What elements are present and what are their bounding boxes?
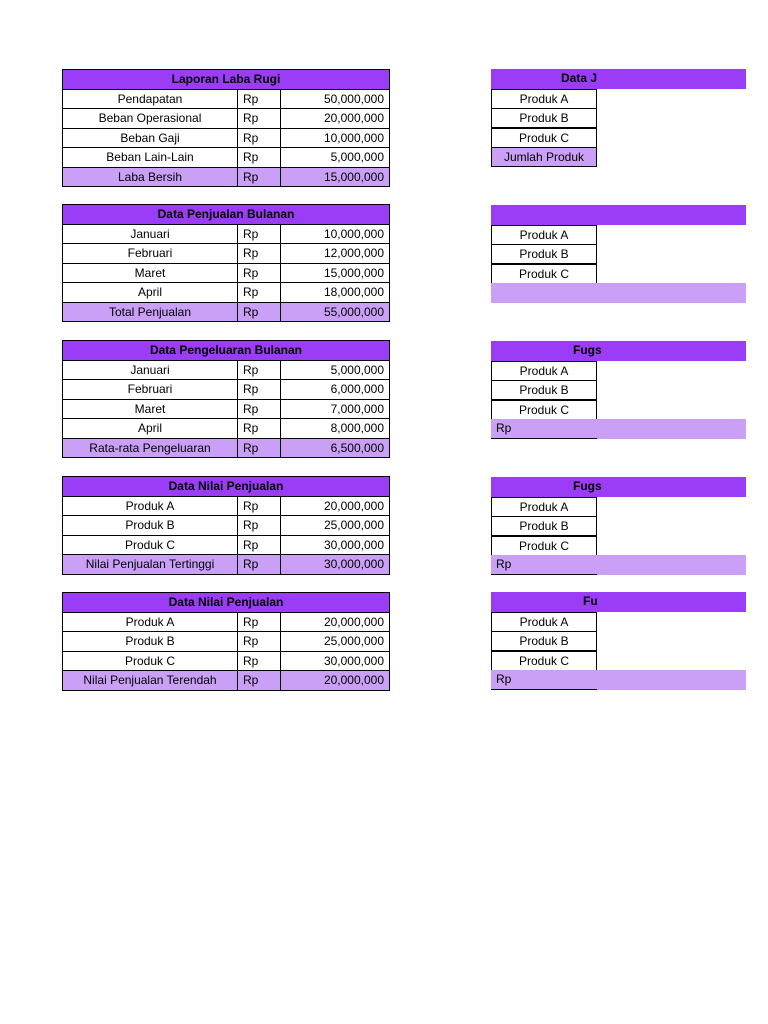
- table-row: [491, 264, 746, 284]
- row-label: Februari: [63, 380, 238, 400]
- row-value: 20,000,000: [281, 109, 390, 129]
- row-label: Beban Gaji: [63, 128, 238, 148]
- table-row: [491, 89, 746, 109]
- table-row: [491, 244, 746, 264]
- row-value: 7,000,000: [281, 399, 390, 419]
- right-table-data-jumlah: [491, 69, 746, 167]
- table-title: Fugs: [573, 343, 602, 357]
- table-footer-row: [491, 419, 746, 439]
- row-currency: Rp: [238, 496, 281, 516]
- row-currency: Rp: [238, 419, 281, 439]
- footer-label: Nilai Penjualan Terendah: [63, 671, 238, 691]
- row-currency: Rp: [238, 244, 281, 264]
- row-label: Produk C: [491, 651, 597, 671]
- table-footer-row: [491, 283, 746, 303]
- footer-value: 20,000,000: [281, 671, 390, 691]
- row-currency: Rp: [238, 128, 281, 148]
- row-label: Produk B: [491, 380, 597, 400]
- row-value: 25,000,000: [281, 632, 390, 652]
- row-label: Beban Operasional: [63, 109, 238, 129]
- right-table-4: [491, 477, 746, 575]
- row-value: 20,000,000: [281, 612, 390, 632]
- table-row: [63, 283, 390, 303]
- row-value: 10,000,000: [281, 224, 390, 244]
- right-table-title-row: [491, 205, 746, 225]
- row-currency: Rp: [238, 263, 281, 283]
- row-value: 10,000,000: [281, 128, 390, 148]
- table-pengeluaran-bulanan: [62, 340, 390, 458]
- table-title: Data J: [561, 71, 598, 85]
- row-currency: Rp: [238, 535, 281, 555]
- footer-label: Nilai Penjualan Tertinggi: [63, 555, 238, 575]
- table-footer-row: [63, 167, 390, 187]
- right-table-5: [491, 592, 746, 690]
- row-label: Produk C: [491, 128, 597, 148]
- row-currency: Rp: [238, 89, 281, 109]
- row-value: 50,000,000: [281, 89, 390, 109]
- table-row: [491, 361, 746, 381]
- footer-currency: Rp: [238, 555, 281, 575]
- table-row: [63, 516, 390, 536]
- row-label: Maret: [63, 399, 238, 419]
- table-row: [491, 380, 746, 400]
- table-row: [491, 400, 746, 420]
- table-title: Data Penjualan Bulanan: [63, 205, 390, 225]
- row-label: Beban Lain-Lain: [63, 148, 238, 168]
- row-currency: Rp: [238, 224, 281, 244]
- footer-currency: Rp: [238, 671, 281, 691]
- table-row: [491, 225, 746, 245]
- footer-label: Jumlah Produk: [491, 147, 597, 167]
- table-footer-row: [491, 555, 746, 575]
- footer-label: Laba Bersih: [63, 167, 238, 187]
- row-currency: Rp: [238, 612, 281, 632]
- table-row: [491, 108, 746, 128]
- row-value: 18,000,000: [281, 283, 390, 303]
- row-currency: Rp: [238, 360, 281, 380]
- footer-label: Rp: [496, 421, 512, 435]
- table-row: [491, 128, 746, 148]
- row-label: Produk A: [491, 89, 597, 109]
- table-footer-row: [63, 438, 390, 458]
- row-value: 30,000,000: [281, 651, 390, 671]
- table-title: Data Nilai Penjualan: [63, 477, 390, 497]
- footer-currency: Rp: [238, 302, 281, 322]
- table-row: [491, 651, 746, 671]
- table-row: [63, 148, 390, 168]
- row-value: 8,000,000: [281, 419, 390, 439]
- table-title: Fu: [583, 594, 598, 608]
- table-row: [63, 612, 390, 632]
- right-table-title-row: [491, 592, 746, 612]
- footer-currency: Rp: [238, 438, 281, 458]
- table-row: [63, 109, 390, 129]
- footer-label: Rp: [496, 672, 512, 686]
- row-label: Produk A: [491, 225, 597, 245]
- footer-value: 6,500,000: [281, 438, 390, 458]
- table-footer-row: [63, 302, 390, 322]
- table-title: Fugs: [573, 479, 602, 493]
- row-label: April: [63, 419, 238, 439]
- table-row: [63, 651, 390, 671]
- right-table-title-row: [491, 477, 746, 497]
- row-label: Produk B: [491, 516, 597, 536]
- row-label: Pendapatan: [63, 89, 238, 109]
- row-value: 20,000,000: [281, 496, 390, 516]
- table-row: [491, 497, 746, 517]
- row-value: 6,000,000: [281, 380, 390, 400]
- table-row: [491, 536, 746, 556]
- footer-label: Total Penjualan: [63, 302, 238, 322]
- table-row: [63, 632, 390, 652]
- table-row: [63, 399, 390, 419]
- right-table-3: [491, 341, 746, 439]
- table-row: [63, 224, 390, 244]
- footer-label: Rp: [496, 557, 512, 571]
- row-currency: Rp: [238, 632, 281, 652]
- footer-label: Rata-rata Pengeluaran: [63, 438, 238, 458]
- table-title: Data Nilai Penjualan: [63, 593, 390, 613]
- table-row: [63, 360, 390, 380]
- table-row: [63, 128, 390, 148]
- row-label: Produk C: [491, 264, 597, 284]
- table-row: [63, 535, 390, 555]
- table-row: [63, 380, 390, 400]
- table-row: [63, 244, 390, 264]
- row-label: Produk A: [491, 612, 597, 632]
- row-label: Produk A: [63, 496, 238, 516]
- row-label: Januari: [63, 360, 238, 380]
- row-label: Januari: [63, 224, 238, 244]
- row-currency: Rp: [238, 109, 281, 129]
- row-value: 15,000,000: [281, 263, 390, 283]
- table-row: [63, 263, 390, 283]
- row-label: Maret: [63, 263, 238, 283]
- footer-value: 30,000,000: [281, 555, 390, 575]
- right-table-title-row: [491, 69, 746, 89]
- row-value: 5,000,000: [281, 148, 390, 168]
- row-label: Produk B: [63, 516, 238, 536]
- table-nilai-penjualan-tertinggi: [62, 476, 390, 575]
- row-value: 5,000,000: [281, 360, 390, 380]
- row-label: Produk B: [63, 632, 238, 652]
- row-currency: Rp: [238, 399, 281, 419]
- row-label: Produk C: [491, 400, 597, 420]
- table-nilai-penjualan-terendah: [62, 592, 390, 691]
- row-label: Produk A: [491, 497, 597, 517]
- table-row: [63, 89, 390, 109]
- table-laba-rugi: [62, 69, 390, 187]
- table-footer-row: [491, 147, 746, 167]
- row-label: Produk C: [63, 651, 238, 671]
- right-table-title-row: [491, 341, 746, 361]
- row-label: Produk C: [63, 535, 238, 555]
- row-currency: Rp: [238, 380, 281, 400]
- table-row: [63, 496, 390, 516]
- row-value: 12,000,000: [281, 244, 390, 264]
- table-penjualan-bulanan: [62, 204, 390, 322]
- table-footer-row: [63, 671, 390, 691]
- row-label: Februari: [63, 244, 238, 264]
- row-currency: Rp: [238, 516, 281, 536]
- table-row: [491, 631, 746, 651]
- row-value: 30,000,000: [281, 535, 390, 555]
- row-label: Produk B: [491, 244, 597, 264]
- row-label: Produk A: [63, 612, 238, 632]
- row-currency: Rp: [238, 283, 281, 303]
- table-title: Laporan Laba Rugi: [63, 70, 390, 90]
- footer-currency: Rp: [238, 167, 281, 187]
- row-label: Produk C: [491, 536, 597, 556]
- row-value: 25,000,000: [281, 516, 390, 536]
- footer-value: 55,000,000: [281, 302, 390, 322]
- table-footer-row: [491, 670, 746, 690]
- row-currency: Rp: [238, 651, 281, 671]
- row-label: April: [63, 283, 238, 303]
- row-label: Produk B: [491, 631, 597, 651]
- row-currency: Rp: [238, 148, 281, 168]
- table-footer-row: [63, 555, 390, 575]
- row-label: Produk B: [491, 108, 597, 128]
- footer-value: 15,000,000: [281, 167, 390, 187]
- table-row: [63, 419, 390, 439]
- table-row: [491, 612, 746, 632]
- row-label: Produk A: [491, 361, 597, 381]
- table-row: [491, 516, 746, 536]
- table-title: Data Pengeluaran Bulanan: [63, 341, 390, 361]
- right-table-2: [491, 205, 746, 303]
